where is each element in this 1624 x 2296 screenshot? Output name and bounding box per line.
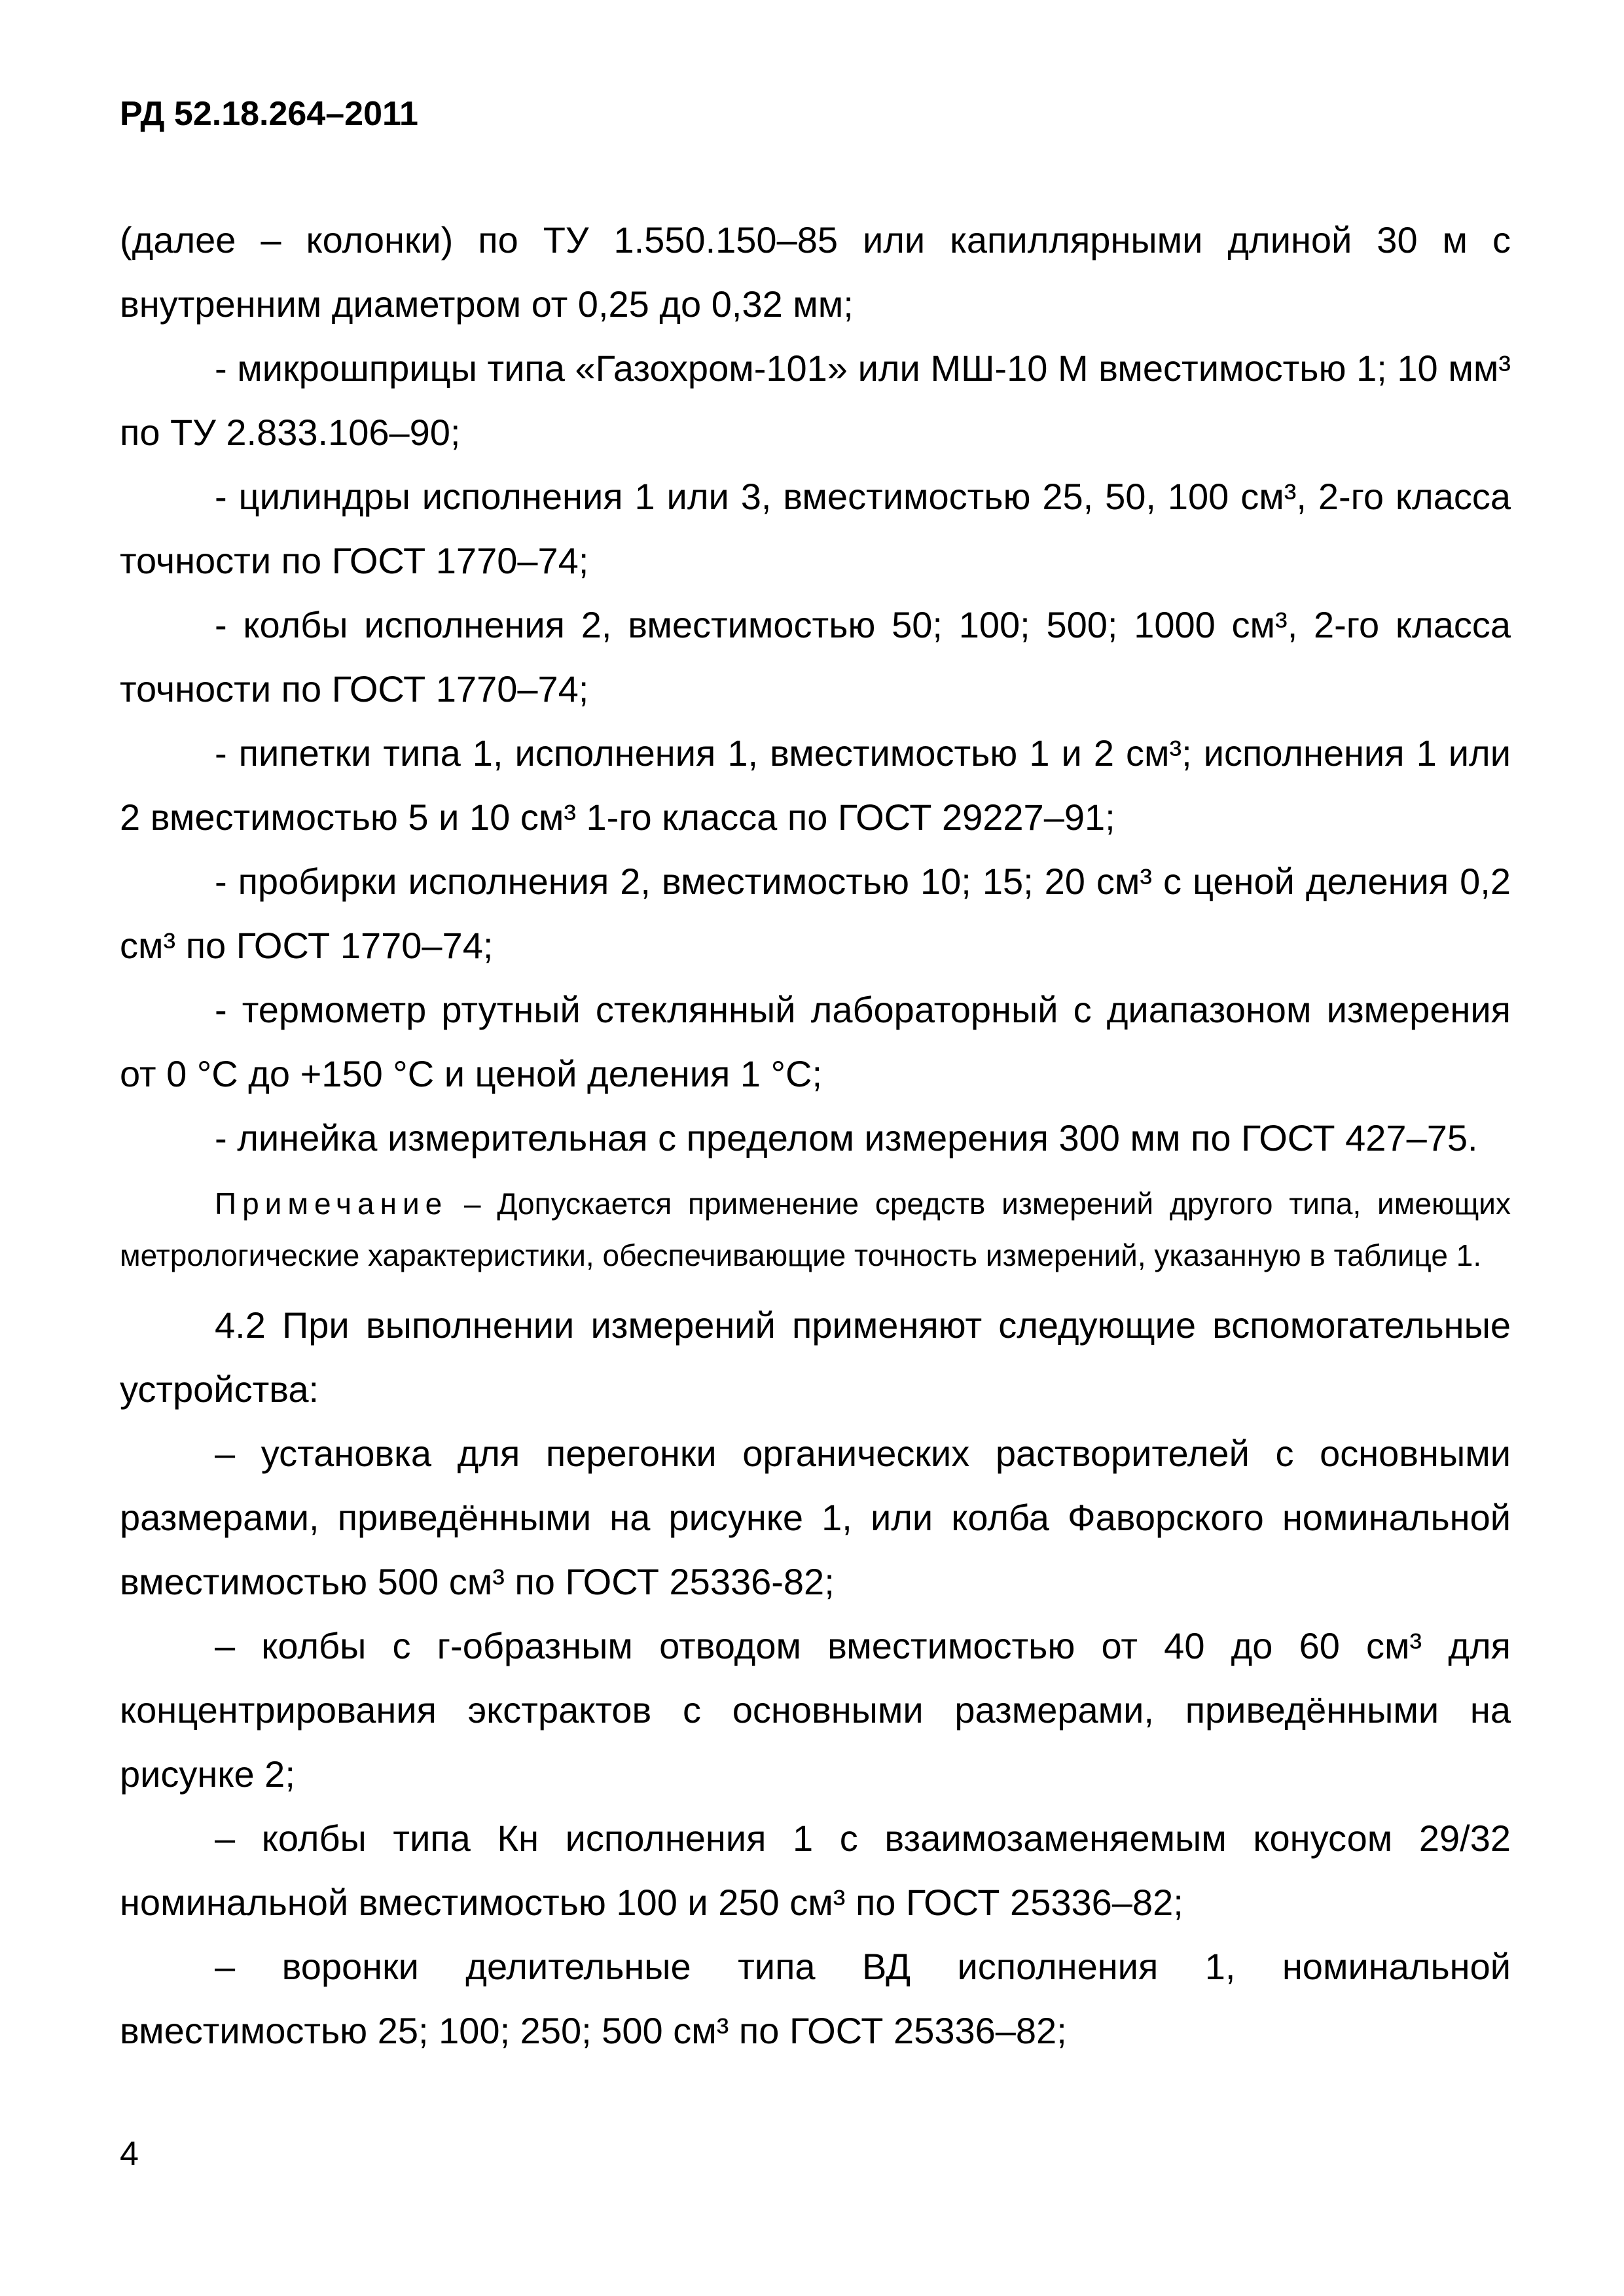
note-text: – Допускается применение средств измерений другого типа, имеющих метрологические характеристики, обеспечивающие точность измерений, указанную в таблице 1. — [120, 1187, 1511, 1272]
list-item-l-shaped-flasks: – колбы с г-образным отводом вместимостью от 40 до 60 см³ для концентрирования экстрактов с основными размерами, приведёнными на рисунке 2; — [120, 1625, 1511, 1795]
list-item-ruler: - линейка измерительная с пределом измерения 300 мм по ГОСТ 427–75. — [215, 1117, 1478, 1158]
list-item-pipettes: - пипетки типа 1, исполнения 1, вместимостью 1 и 2 см³; исполнения 1 или 2 вместимостью 5 и 10 см³ 1-го класса по ГОСТ 29227–91; — [120, 732, 1511, 838]
list-item-thermometer: - термометр ртутный стеклянный лабораторный с диапазоном измерения от 0 °С до +150 °С и ценой деления 1 °С; — [120, 989, 1511, 1094]
list-item-cylinders: - цилиндры исполнения 1 или 3, вместимостью 25, 50, 100 см³, 2-го класса точности по ГОСТ 1770–74; — [120, 476, 1511, 581]
list-item-separatory-funnels: – воронки делительные типа ВД исполнения 1, номинальной вместимостью 25; 100; 250; 500 см³ по ГОСТ 25336–82; — [120, 1946, 1511, 2051]
list-item-flasks: - колбы исполнения 2, вместимостью 50; 100; 500; 1000 см³, 2-го класса точности по ГОСТ 1770–74; — [120, 604, 1511, 709]
paragraph-columns: (далее – колонки) по ТУ 1.550.150–85 или капиллярными длиной 30 м с внутренним диаметром от 0,25 до 0,32 мм; — [120, 219, 1511, 325]
list-item-distillation-unit: – установка для перегонки органических растворителей с основными размерами, приведёнными на рисунке 1, или колба Фаворского номинальной вместимостью 500 см³ по ГОСТ 25336-82; — [120, 1433, 1511, 1602]
note-label: Примечание — [215, 1187, 448, 1221]
page-number: 4 — [120, 2135, 139, 2173]
document-code-header: РД 52.18.264–2011 — [120, 95, 418, 133]
list-item-microsyringes: - микрошприцы типа «Газохром-101» или МШ-10 М вместимостью 1; 10 мм³ по ТУ 2.833.106–90; — [120, 348, 1511, 453]
section-4-2-heading: 4.2 При выполнении измерений применяют следующие вспомогательные устройства: — [120, 1304, 1511, 1410]
note-block — [120, 1178, 1511, 1282]
page-body — [120, 208, 1511, 2063]
list-item-test-tubes: - пробирки исполнения 2, вместимостью 10; 15; 20 см³ с ценой деления 0,2 см³ по ГОСТ 1770–74; — [120, 861, 1511, 966]
list-item-kn-flasks: – колбы типа Кн исполнения 1 с взаимозаменяемым конусом 29/32 номинальной вместимостью 100 и 250 см³ по ГОСТ 25336–82; — [120, 1818, 1511, 1923]
